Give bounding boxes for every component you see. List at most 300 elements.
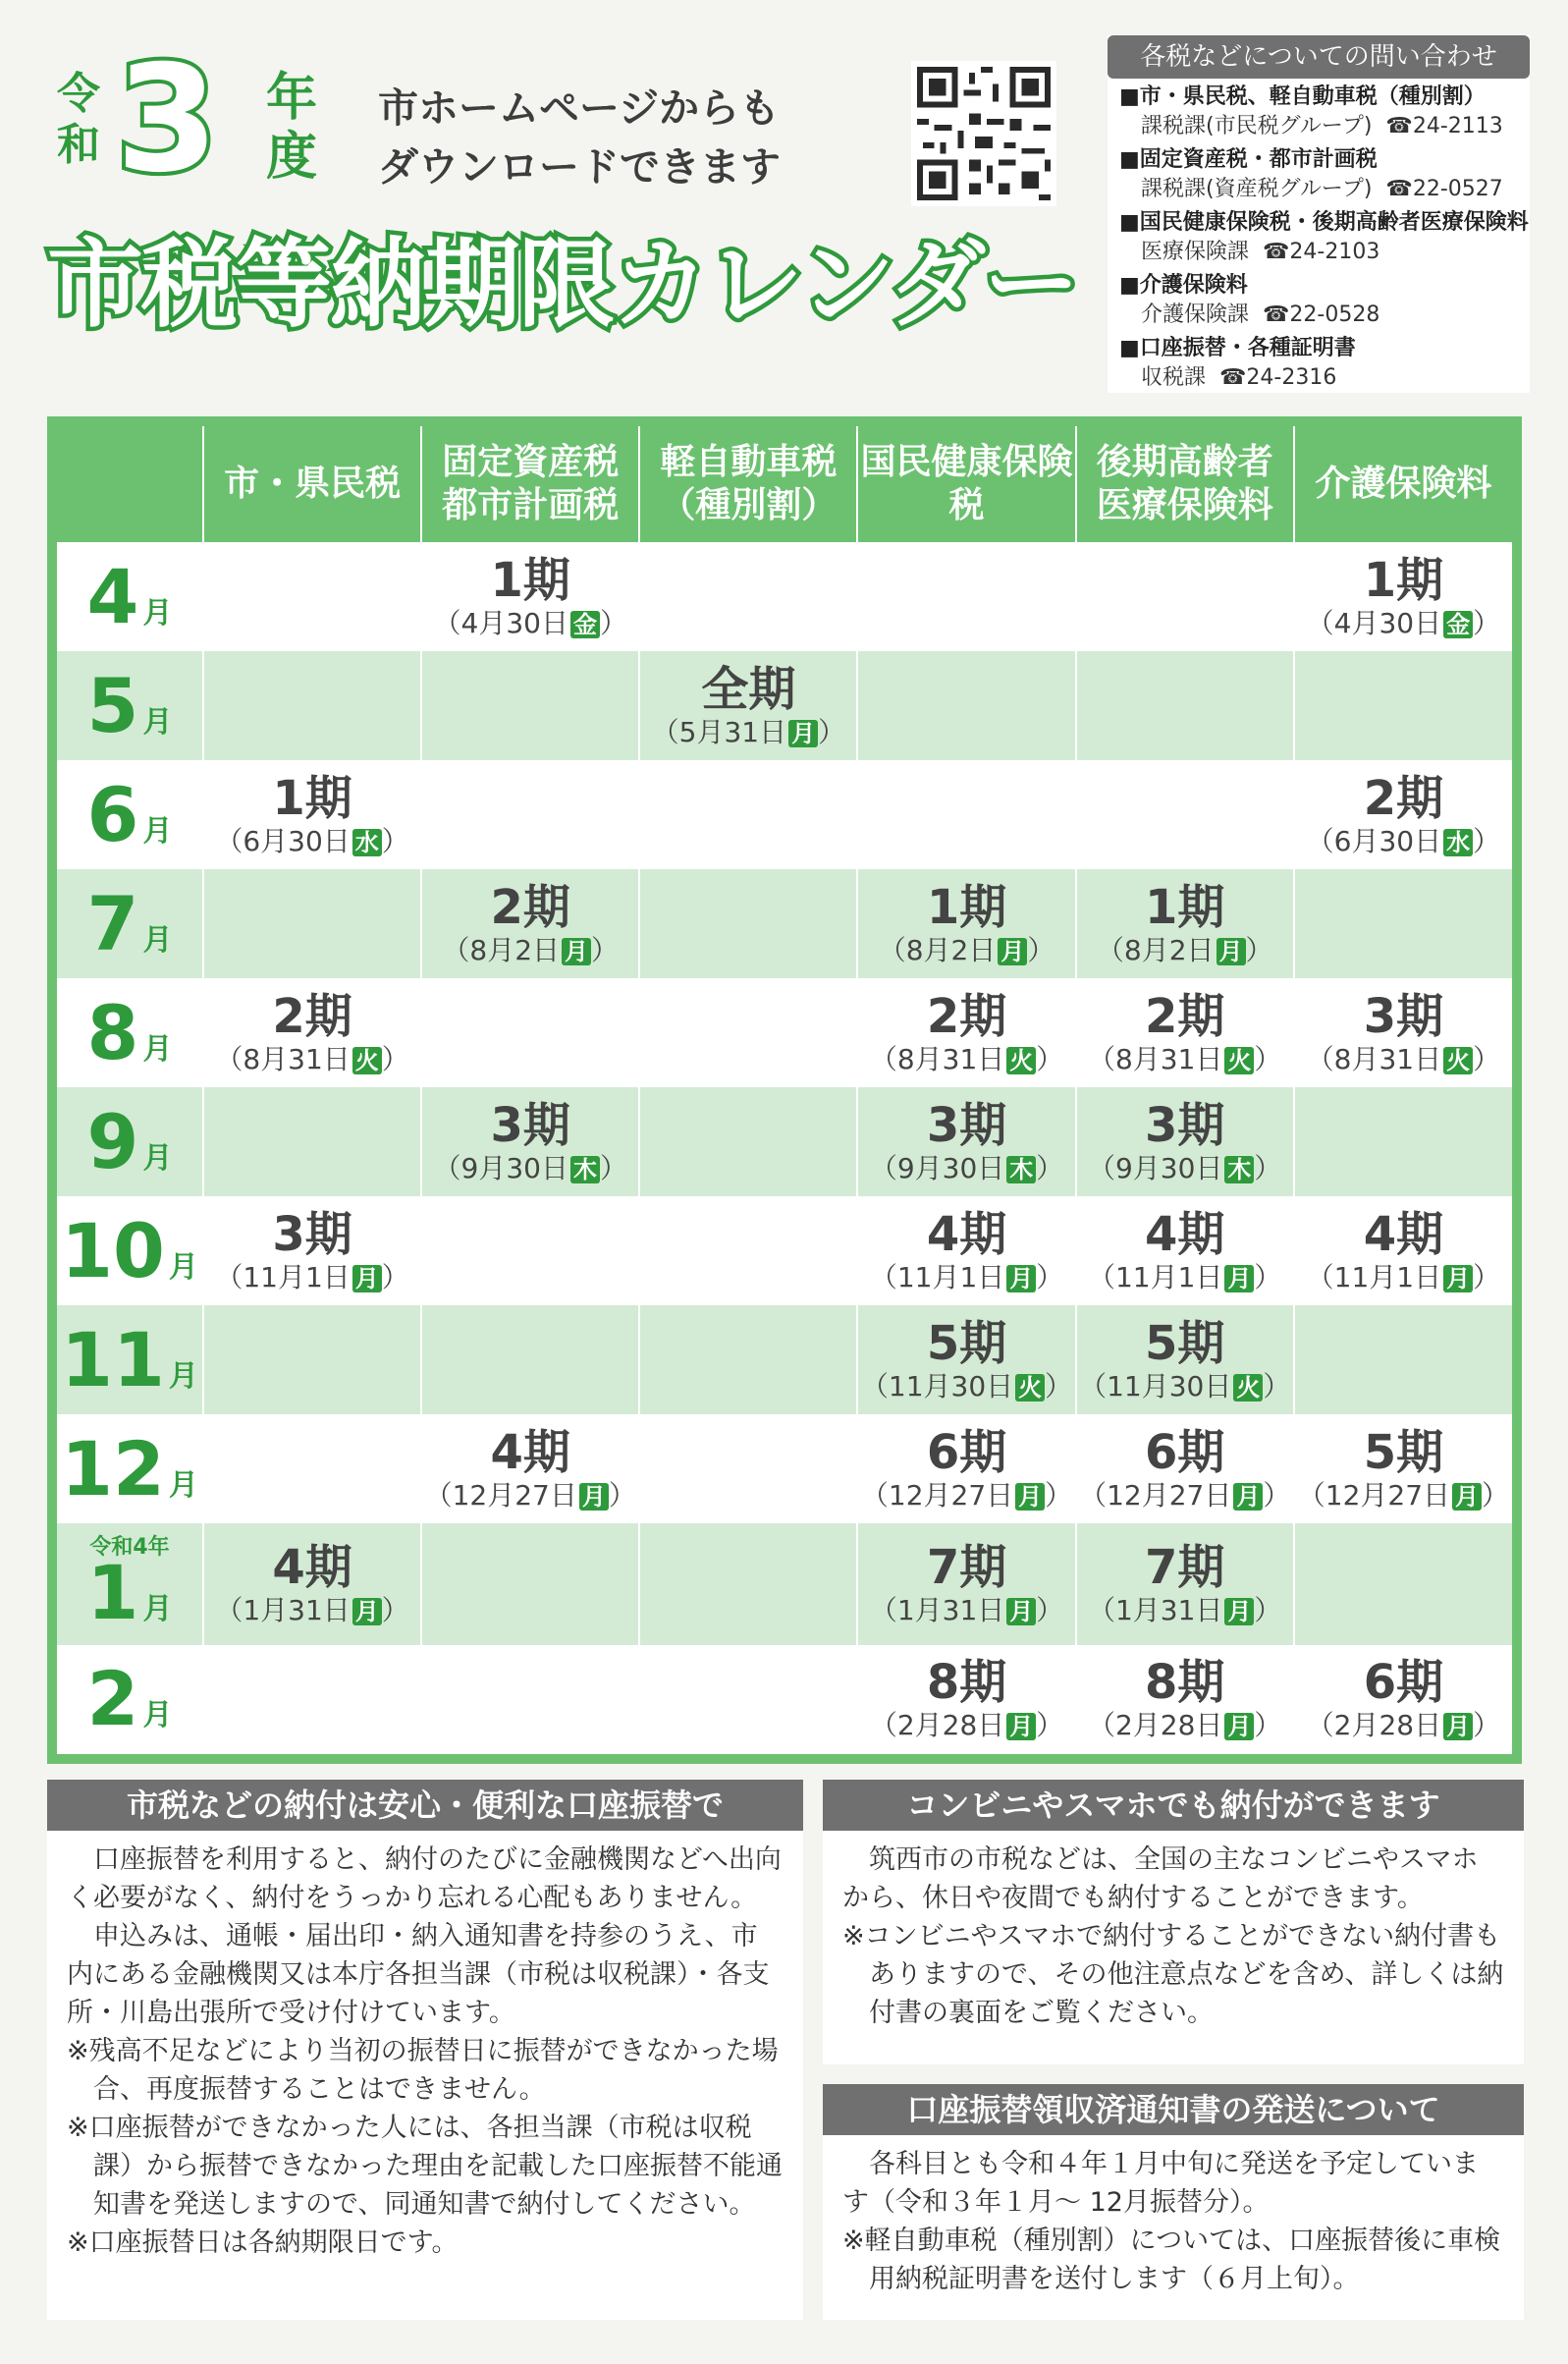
due-cell — [1076, 1305, 1294, 1414]
due-cell — [203, 1087, 421, 1196]
qr-code-icon[interactable] — [911, 61, 1056, 206]
due-date-close: ） — [1036, 1709, 1064, 1742]
phone-number: ☎24-2103 — [1263, 240, 1380, 264]
due-date-text: （6月30日 — [215, 824, 351, 857]
receipt-note: ※軽自動車税（種別割）については、口座振替後に車検用納税証明書を送付します（６月上旬）。 — [842, 2226, 1501, 2294]
month-unit: 月 — [142, 922, 173, 958]
contact-name: ■ 市・県民税、軽自動車税（種別割） — [1119, 82, 1518, 112]
due-date — [1307, 1261, 1500, 1294]
installment-label: 3期 — [490, 1097, 570, 1153]
month-cell — [57, 1087, 203, 1196]
month-unit: 月 — [168, 1358, 198, 1394]
due-cell — [203, 542, 421, 651]
installment-label: 4期 — [926, 1206, 1007, 1262]
convenience-note: ※コンビニやスマホで納付することができない納付書もありますので、その他注意点などを含め、詳しくは納付書の裏面をご覧ください。 — [842, 1921, 1504, 2028]
month-cell — [57, 1523, 203, 1645]
contact-name: ■ 国民健康保険税・後期高齢者医療保険料 — [1119, 208, 1518, 238]
due-date-text: （12月27日 — [424, 1478, 577, 1512]
calendar-row — [57, 1196, 1512, 1305]
month-cell — [57, 978, 203, 1087]
due-cell — [639, 1305, 857, 1414]
due-date-close: ） — [1045, 1369, 1073, 1402]
calendar-row — [57, 1414, 1512, 1523]
weekday-badge: 月 — [579, 1483, 609, 1511]
due-cell — [1294, 1414, 1512, 1523]
contact-name: ■ 固定資産税・都市計画税 — [1119, 145, 1518, 175]
transfer-note: ※口座振替日は各納期限日です。 — [67, 2227, 459, 2258]
due-cell — [857, 1523, 1075, 1645]
installment-label: 1期 — [926, 879, 1007, 935]
due-cell — [421, 1087, 639, 1196]
month-cell — [57, 542, 203, 651]
due-date-close: ） — [1036, 1151, 1064, 1184]
due-cell — [639, 869, 857, 978]
contact-name: ■ 介護保険料 — [1119, 271, 1518, 301]
due-date — [1088, 1594, 1281, 1627]
column-header-line1: 固定資産税 — [442, 442, 620, 482]
due-date-text: （11月1日 — [1087, 1260, 1223, 1293]
due-date-close: ） — [381, 824, 409, 857]
month-number: 10 — [61, 1206, 165, 1294]
calendar-row — [57, 651, 1512, 760]
page-title: 市税等納期限カレンダー — [47, 229, 1078, 341]
contact-name: ■ 口座振替・各種証明書 — [1119, 334, 1518, 363]
due-date-close: ） — [591, 933, 620, 966]
due-date-text: （1月31日 — [215, 1594, 351, 1627]
contact-detail — [1119, 175, 1518, 204]
month-number: 1 — [86, 1549, 139, 1637]
month-cell — [57, 1305, 203, 1414]
download-line-2: ダウンロードできます — [378, 143, 781, 191]
fiscal-year-number: 3 — [116, 34, 219, 205]
calendar-row — [57, 869, 1512, 978]
due-date-close: ） — [1036, 1042, 1064, 1075]
due-cell — [421, 869, 639, 978]
convenience-notice-body — [823, 1831, 1524, 2032]
weekday-badge: 金 — [1443, 611, 1473, 638]
due-cell — [857, 869, 1075, 978]
due-date-close: ） — [818, 715, 846, 748]
receipt-paragraph: 各科目とも令和４年１月中旬に発送を予定しています（令和３年１月～ 12月振替分）。 — [842, 2149, 1479, 2218]
due-date — [215, 825, 408, 858]
column-header-line1: 軽自動車税 — [660, 442, 838, 482]
installment-label: 6期 — [926, 1424, 1007, 1480]
month-cell — [57, 760, 203, 869]
due-date — [870, 1261, 1063, 1294]
due-date — [1307, 825, 1500, 858]
weekday-badge: 月 — [1006, 1598, 1036, 1625]
due-cell — [857, 1196, 1075, 1305]
calendar-row — [57, 978, 1512, 1087]
installment-label: 4期 — [1145, 1206, 1225, 1262]
due-cell — [203, 1196, 421, 1305]
due-date — [425, 1479, 636, 1512]
contact-department: 課税課(市民税グループ) — [1141, 114, 1373, 138]
weekday-badge: 火 — [1443, 1047, 1473, 1074]
due-cell — [1076, 542, 1294, 651]
due-cell — [421, 1523, 639, 1645]
installment-label: 2期 — [926, 988, 1007, 1044]
column-header — [639, 426, 857, 542]
contact-entry — [1108, 79, 1530, 141]
due-date-close: ） — [599, 1151, 627, 1184]
due-date-close: ） — [1263, 1369, 1291, 1402]
due-date-text: （9月30日 — [1087, 1151, 1223, 1184]
due-cell — [1294, 1523, 1512, 1645]
due-cell — [421, 542, 639, 651]
due-date-close: ） — [381, 1594, 409, 1627]
due-date — [861, 1370, 1072, 1403]
weekday-badge: 月 — [1452, 1483, 1482, 1511]
due-date-text: （12月27日 — [1079, 1478, 1232, 1512]
weekday-badge: 月 — [352, 1265, 382, 1292]
transfer-paragraph: 口座振替を利用すると、納付のたびに金融機関などへ出向く必要がなく、納付をうっかり忘れる心配もありません。 — [67, 1844, 782, 1913]
installment-label: 4期 — [490, 1424, 570, 1480]
due-cell — [1294, 1645, 1512, 1754]
due-date — [1079, 1370, 1290, 1403]
month-number: 5 — [86, 661, 139, 749]
weekday-badge: 月 — [1224, 1598, 1254, 1625]
due-date-text: （8月31日 — [1306, 1042, 1442, 1075]
due-date-text: （11月1日 — [1306, 1260, 1442, 1293]
month-unit: 月 — [142, 813, 173, 849]
column-header-line1: 市・県民税 — [224, 464, 402, 504]
due-cell — [639, 760, 857, 869]
due-cell — [857, 651, 1075, 760]
calendar-header-row — [57, 426, 1512, 542]
phone-number: ☎24-2316 — [1219, 365, 1337, 390]
due-cell — [1076, 1645, 1294, 1754]
due-cell — [1294, 978, 1512, 1087]
contact-panel — [1108, 35, 1530, 393]
weekday-badge: 火 — [1233, 1374, 1263, 1402]
receipt-notice — [823, 2084, 1524, 2320]
due-cell — [1294, 1196, 1512, 1305]
transfer-note: ※口座振替ができなかった人には、各担当課（市税は収税課）から振替できなかった理由を記載した口座振替不能通知書を発送しますので、同通知書で納付してください。 — [67, 2113, 783, 2220]
payment-calendar — [47, 416, 1522, 1764]
due-cell — [857, 1305, 1075, 1414]
due-date-close: ） — [1045, 1478, 1073, 1512]
installment-label: 1期 — [1363, 552, 1444, 608]
weekday-badge: 水 — [352, 829, 382, 856]
due-cell — [203, 760, 421, 869]
due-date — [215, 1261, 408, 1294]
month-unit: 月 — [142, 1031, 173, 1067]
weekday-badge: 木 — [570, 1156, 600, 1183]
due-cell — [1076, 651, 1294, 760]
due-cell — [421, 1196, 639, 1305]
due-date — [1307, 1043, 1500, 1076]
receipt-notice-body — [823, 2135, 1524, 2298]
due-cell — [1076, 1196, 1294, 1305]
due-date — [1079, 1479, 1290, 1512]
contact-detail — [1119, 363, 1518, 393]
era-label: 令和 — [57, 69, 100, 170]
due-date-close: ） — [1482, 1478, 1510, 1512]
download-line-1: 市ホームページからも — [378, 84, 781, 132]
due-cell — [421, 651, 639, 760]
installment-label: 1期 — [1145, 879, 1225, 935]
due-date-text: （12月27日 — [1297, 1478, 1451, 1512]
weekday-badge: 月 — [1224, 1265, 1254, 1292]
contact-detail — [1119, 238, 1518, 267]
due-cell — [1294, 651, 1512, 760]
installment-label: 1期 — [272, 770, 352, 826]
weekday-badge: 水 — [1443, 829, 1473, 856]
column-header-line2: （種別割） — [660, 485, 838, 525]
convenience-notice — [823, 1780, 1524, 2064]
month-number: 8 — [86, 988, 139, 1076]
column-header — [1076, 426, 1294, 542]
contact-department: 介護保険課 — [1141, 302, 1250, 327]
due-date — [870, 1152, 1063, 1185]
weekday-badge: 金 — [570, 611, 600, 638]
weekday-badge: 火 — [1224, 1047, 1254, 1074]
due-cell — [203, 1414, 421, 1523]
due-date-text: （6月30日 — [1306, 824, 1442, 857]
due-date — [1298, 1479, 1509, 1512]
due-date-text: （12月27日 — [860, 1478, 1014, 1512]
due-date-text: （8月31日 — [215, 1042, 351, 1075]
due-cell — [1294, 869, 1512, 978]
due-date — [870, 1709, 1063, 1742]
due-date-close: ） — [1473, 1260, 1501, 1293]
calendar-row — [57, 542, 1512, 651]
due-cell — [1076, 1523, 1294, 1645]
due-cell — [1076, 978, 1294, 1087]
installment-label: 2期 — [272, 988, 352, 1044]
weekday-badge: 月 — [1006, 1713, 1036, 1740]
column-header — [421, 426, 639, 542]
due-date — [1307, 607, 1500, 640]
column-header — [857, 426, 1075, 542]
due-date-text: （11月1日 — [869, 1260, 1005, 1293]
due-date-text: （5月31日 — [651, 715, 787, 748]
due-date-close: ） — [1473, 824, 1501, 857]
due-cell — [1294, 1087, 1512, 1196]
due-cell — [1294, 760, 1512, 869]
due-cell — [857, 542, 1075, 651]
due-cell — [421, 1414, 639, 1523]
due-date-close: ） — [1254, 1042, 1282, 1075]
due-date-close: ） — [1036, 1260, 1064, 1293]
due-date-text: （11月1日 — [215, 1260, 351, 1293]
month-cell — [57, 1414, 203, 1523]
installment-label: 2期 — [1363, 770, 1444, 826]
contact-department: 医療保険課 — [1141, 240, 1250, 264]
due-date-close: ） — [381, 1042, 409, 1075]
due-date-text: （4月30日 — [1306, 606, 1442, 639]
due-date — [652, 716, 845, 749]
due-date — [1088, 1043, 1281, 1076]
column-header-line1: 後期高齢者 — [1096, 442, 1273, 482]
column-header-line1: 国民健康保険税 — [860, 442, 1073, 525]
due-date-close: ） — [1036, 1594, 1064, 1627]
due-cell — [639, 542, 857, 651]
month-unit: 月 — [168, 1249, 198, 1285]
due-cell — [421, 1645, 639, 1754]
receipt-notice-title: 口座振替領収済通知書の発送について — [823, 2084, 1524, 2135]
weekday-badge: 月 — [788, 720, 818, 747]
weekday-badge: 火 — [1006, 1047, 1036, 1074]
calendar-row — [57, 760, 1512, 869]
calendar-table — [57, 426, 1512, 1754]
weekday-badge: 月 — [1015, 1483, 1045, 1511]
due-cell — [203, 869, 421, 978]
due-cell — [639, 1523, 857, 1645]
calendar-row — [57, 1305, 1512, 1414]
weekday-badge: 月 — [1443, 1265, 1473, 1292]
month-unit: 月 — [142, 1140, 173, 1176]
due-date — [434, 607, 627, 640]
month-cell — [57, 1196, 203, 1305]
installment-label: 全期 — [701, 661, 796, 717]
due-date-text: （2月28日 — [1087, 1709, 1223, 1742]
due-date-text: （1月31日 — [869, 1594, 1005, 1627]
installment-label: 6期 — [1145, 1424, 1225, 1480]
due-date-close: ） — [1245, 933, 1273, 966]
due-date — [434, 1152, 627, 1185]
installment-label: 1期 — [490, 552, 570, 608]
due-date-text: （1月31日 — [1087, 1594, 1223, 1627]
due-date-text: （2月28日 — [1306, 1709, 1442, 1742]
due-cell — [421, 978, 639, 1087]
month-cell — [57, 869, 203, 978]
due-cell — [1076, 760, 1294, 869]
transfer-notice-body — [47, 1831, 803, 2262]
installment-label: 5期 — [1145, 1315, 1225, 1371]
due-cell — [639, 1087, 857, 1196]
installment-label: 3期 — [926, 1097, 1007, 1153]
due-cell — [203, 1523, 421, 1645]
due-date — [861, 1479, 1072, 1512]
calendar-body — [57, 542, 1512, 1754]
month-number: 4 — [86, 552, 139, 640]
installment-label: 8期 — [1145, 1655, 1225, 1711]
due-date-close: ） — [1473, 1709, 1501, 1742]
weekday-badge: 月 — [1233, 1483, 1263, 1511]
month-unit: 月 — [142, 595, 173, 631]
weekday-badge: 木 — [1224, 1156, 1254, 1183]
installment-label: 4期 — [272, 1540, 352, 1596]
due-cell — [203, 1305, 421, 1414]
installment-label: 3期 — [1145, 1097, 1225, 1153]
due-date-close: ） — [1263, 1478, 1291, 1512]
due-cell — [857, 760, 1075, 869]
due-cell — [857, 1414, 1075, 1523]
due-date-text: （8月2日 — [442, 933, 561, 966]
contact-detail — [1119, 301, 1518, 330]
month-number: 9 — [86, 1097, 139, 1185]
fiscal-year-suffix: 年度 — [265, 69, 317, 187]
due-date — [879, 934, 1055, 967]
due-date — [215, 1043, 408, 1076]
month-era-note: 令和4年 — [89, 1535, 170, 1561]
transfer-notice-title: 市税などの納付は安心・便利な口座振替で — [47, 1780, 803, 1831]
due-date — [215, 1594, 408, 1627]
header-corner — [57, 426, 203, 542]
due-cell — [1294, 542, 1512, 651]
due-cell — [639, 1645, 857, 1754]
due-cell — [639, 1196, 857, 1305]
month-number: 6 — [86, 770, 139, 858]
due-date — [442, 934, 619, 967]
weekday-badge: 木 — [1006, 1156, 1036, 1183]
month-unit: 月 — [142, 1592, 173, 1627]
due-date-text: （11月30日 — [1079, 1369, 1232, 1402]
due-cell — [421, 760, 639, 869]
due-date-text: （8月31日 — [1087, 1042, 1223, 1075]
due-cell — [203, 978, 421, 1087]
due-date-text: （2月28日 — [869, 1709, 1005, 1742]
calendar-row — [57, 1087, 1512, 1196]
installment-label: 7期 — [1145, 1540, 1225, 1596]
weekday-badge: 火 — [1015, 1374, 1045, 1402]
due-date-close: ） — [599, 606, 627, 639]
convenience-notice-title: コンビニやスマホでも納付ができます — [823, 1780, 1524, 1831]
due-date — [1307, 1709, 1500, 1742]
installment-label: 7期 — [926, 1540, 1007, 1596]
column-header — [1294, 426, 1512, 542]
weekday-badge: 火 — [352, 1047, 382, 1074]
due-date-close: ） — [1254, 1594, 1282, 1627]
month-number: 11 — [61, 1315, 165, 1403]
installment-label: 3期 — [1363, 988, 1444, 1044]
due-cell — [1076, 1087, 1294, 1196]
due-date-text: （9月30日 — [433, 1151, 568, 1184]
contact-detail — [1119, 112, 1518, 141]
transfer-paragraph: 申込みは、通帳・届出印・納入通知書を持参のうえ、市内にある金融機関又は本庁各担当課（市税は収税課）・各支所・川島出張所で受け付けています。 — [67, 1921, 770, 2028]
installment-label: 4期 — [1363, 1206, 1444, 1262]
due-date-text: （8月31日 — [869, 1042, 1005, 1075]
due-date — [870, 1043, 1063, 1076]
due-date — [1088, 1152, 1281, 1185]
due-cell — [1076, 1414, 1294, 1523]
month-number: 2 — [86, 1655, 139, 1743]
due-date-close: ） — [1473, 1042, 1501, 1075]
installment-label: 8期 — [926, 1655, 1007, 1711]
phone-number: ☎24-2113 — [1385, 114, 1503, 138]
due-date — [1097, 934, 1273, 967]
due-date-text: （4月30日 — [433, 606, 568, 639]
due-date — [1088, 1709, 1281, 1742]
weekday-badge: 月 — [998, 938, 1027, 965]
due-cell — [1076, 869, 1294, 978]
contact-entry — [1108, 267, 1530, 330]
due-cell — [203, 1645, 421, 1754]
due-date-close: ） — [1254, 1260, 1282, 1293]
due-cell — [639, 978, 857, 1087]
installment-label: 5期 — [926, 1315, 1007, 1371]
month-unit: 月 — [142, 1698, 173, 1733]
month-cell — [57, 651, 203, 760]
due-date-close: ） — [381, 1260, 409, 1293]
month-cell — [57, 1645, 203, 1754]
weekday-badge: 月 — [1443, 1713, 1473, 1740]
installment-label: 6期 — [1363, 1655, 1444, 1711]
calendar-row — [57, 1523, 1512, 1645]
installment-label: 2期 — [1145, 988, 1225, 1044]
due-date-text: （8月2日 — [878, 933, 997, 966]
calendar-row — [57, 1645, 1512, 1754]
column-header-line2: 都市計画税 — [442, 485, 620, 525]
due-date — [870, 1594, 1063, 1627]
contact-list — [1108, 79, 1530, 393]
due-date-text: （9月30日 — [869, 1151, 1005, 1184]
weekday-badge: 月 — [562, 938, 591, 965]
due-date — [1088, 1261, 1281, 1294]
due-date-close: ） — [1473, 606, 1501, 639]
